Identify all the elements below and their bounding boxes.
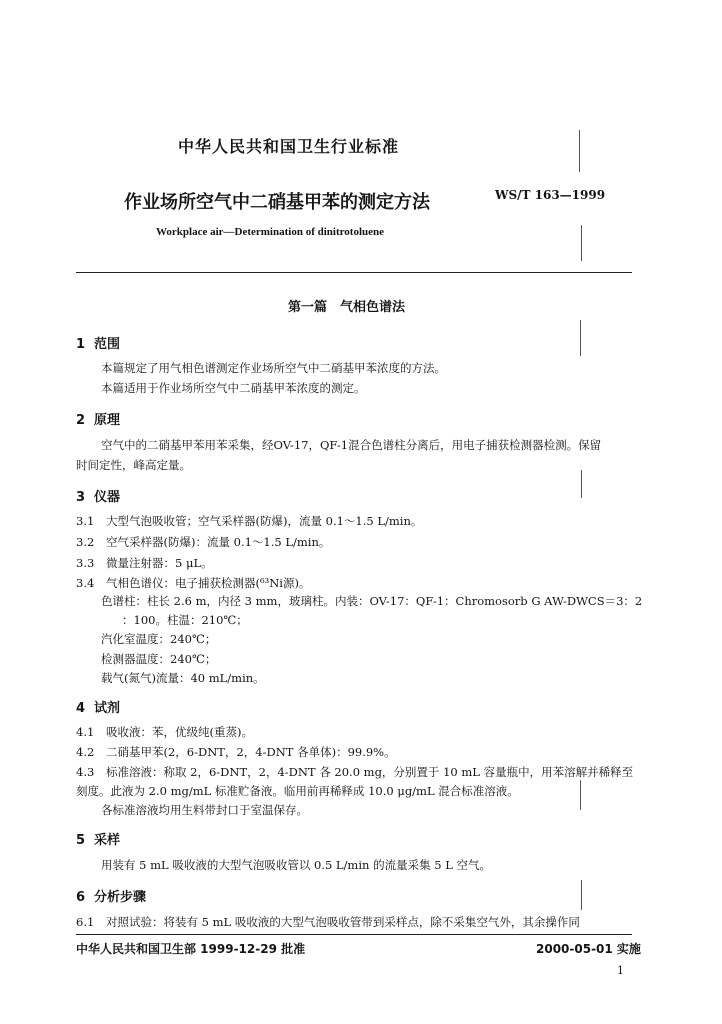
clause-text: 二硝基甲苯(2，6-DNT，2，4-DNT 各单体)：99.9%。: [106, 745, 396, 759]
section-heading: [76, 333, 120, 352]
clause: [76, 575, 310, 591]
clause-number: 3.1: [76, 514, 95, 528]
paragraph: 用装有 5 mL 吸收液的大型气泡吸收管以 0.5 L/min 的流量采集 5 L 空气。: [101, 858, 491, 872]
english-title: Workplace air—Determination of dinitrotoluene: [156, 226, 385, 238]
section-number: 2: [76, 413, 86, 428]
section-heading: [76, 829, 120, 848]
clause: [76, 534, 330, 550]
column-spec: 色谱柱：柱长 2.6 m，内径 3 mm，玻璃柱。内装：OV-17：QF-1：Chromosorb G AW-DWCS＝3：2: [101, 594, 643, 608]
page-number: 1: [617, 964, 624, 977]
clause: [76, 764, 633, 780]
section-number: 4: [76, 701, 86, 716]
clause-number: 4.2: [76, 745, 95, 759]
clause-text: 吸收液：苯，优级纯(重蒸)。: [106, 725, 253, 739]
section-title: 试剂: [94, 701, 121, 716]
clause: [76, 724, 253, 740]
paragraph: 各标准溶液均用生料带封口于室温保存。: [101, 803, 308, 817]
carrier-gas: 载气(氮气)流量：40 mL/min。: [101, 671, 265, 685]
paragraph: 本篇规定了用气相色谱测定作业场所空气中二硝基甲苯浓度的方法。: [101, 361, 446, 375]
clause-text: 大型气泡吸收管；空气采样器(防爆)，流量 0.1～1.5 L/min。: [106, 514, 423, 528]
clause-text: 对照试验：将装有 5 mL 吸收液的大型气泡吸收管带到采样点，除不采集空气外，其余操作同: [106, 915, 580, 929]
document-title: 作业场所空气中二硝基甲苯的测定方法: [124, 192, 430, 213]
detector-temp: 检测器温度：240℃；: [101, 652, 217, 666]
issuing-org: 中华人民共和国卫生行业标准: [178, 137, 400, 156]
section-heading: [76, 886, 146, 905]
clause-number: 3.3: [76, 556, 95, 570]
paragraph: 本篇适用于作业场所空气中二硝基甲苯浓度的测定。: [101, 381, 366, 395]
section-number: 1: [76, 337, 86, 352]
section-title: 采样: [94, 833, 121, 848]
standard-code: WS/T 163—1999: [495, 188, 606, 202]
section-title: 分析步骤: [94, 890, 147, 905]
section-heading: [76, 409, 120, 428]
scan-line: [580, 780, 581, 810]
implementation-date: 2000-05-01 实施: [536, 942, 641, 956]
clause-number: 3.4: [76, 576, 95, 590]
scan-line: [581, 225, 582, 261]
section-heading: [76, 486, 120, 505]
approval-line: 中华人民共和国卫生部 1999-12-29 批准: [76, 942, 306, 956]
section-number: 3: [76, 490, 86, 505]
scan-line: [580, 320, 581, 356]
column-spec-cont: ：100。柱温：210℃；: [122, 613, 248, 627]
clause-number: 4.3: [76, 765, 95, 779]
clause-text: 微量注射器：5 μL。: [106, 556, 213, 570]
clause: [76, 513, 422, 529]
clause-number: 6.1: [76, 915, 95, 929]
paragraph: 空气中的二硝基甲苯用苯采集，经OV-17，QF-1混合色谱柱分离后，用电子捕获检测器检测。保留: [101, 438, 602, 452]
paragraph: 时间定性，峰高定量。: [76, 458, 191, 472]
clause-text: 气相色谱仪：电子捕获检测器(⁶³Ni源)。: [106, 576, 311, 590]
clause-text: 标准溶液：称取 2，6-DNT，2，4-DNT 各 20.0 mg，分别置于 10 mL 容量瓶中，用苯溶解并稀释至: [106, 765, 634, 779]
scan-line: [581, 880, 582, 910]
vaporizer-temp: 汽化室温度：240℃；: [101, 632, 217, 646]
clause: [76, 914, 580, 930]
section-heading: [76, 697, 120, 716]
clause-number: 3.2: [76, 535, 95, 549]
footer-rule: [76, 934, 632, 935]
section-title: 范围: [94, 337, 121, 352]
clause-number: 4.1: [76, 725, 95, 739]
clause-text: 空气采样器(防爆)：流量 0.1～1.5 L/min。: [106, 535, 331, 549]
section-number: 5: [76, 833, 86, 848]
clause: [76, 744, 396, 760]
scan-line: [579, 130, 580, 172]
paragraph: 刻度。此液为 2.0 mg/mL 标准贮备液。临用前再稀释成 10.0 μg/mL 混合标准溶液。: [76, 784, 519, 798]
section-number: 6: [76, 890, 86, 905]
section-title: 原理: [94, 413, 121, 428]
scan-line: [581, 470, 582, 498]
section-title: 仪器: [94, 490, 121, 505]
header-rule: [76, 272, 632, 273]
part-title: 第一篇 气相色谱法: [288, 300, 406, 315]
clause: [76, 555, 213, 571]
